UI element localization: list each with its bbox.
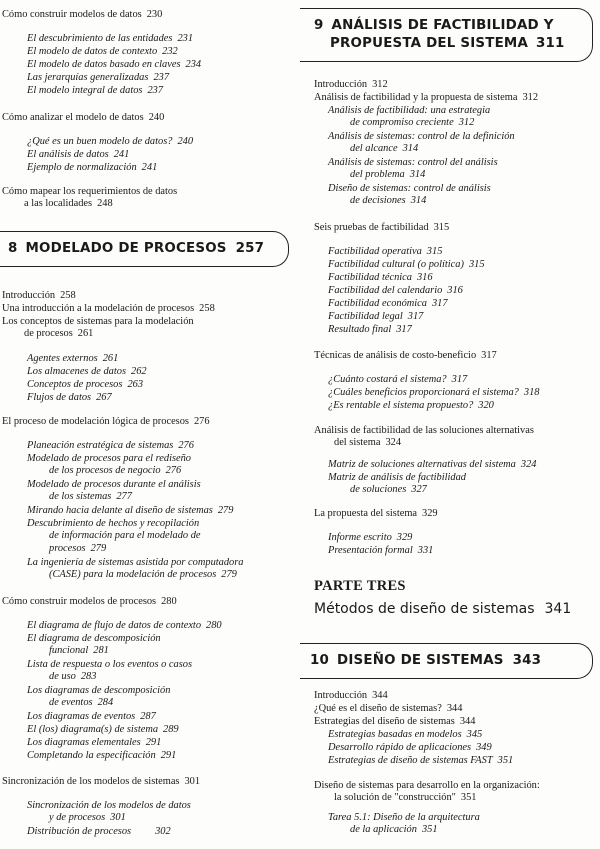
part-label: PARTE TRES	[314, 578, 406, 594]
chapter-9-heading: 9 ANÁLISIS DE FACTIBILIDAD Y PROPUESTA DEL SISTEMA 311	[300, 8, 593, 62]
toc-subsection: Informe escrito 329	[328, 532, 413, 543]
toc-subsection: Resultado final 317	[328, 324, 412, 335]
toc-subsection: ¿Cuáles beneficios proporcionará el sistema? 318	[328, 387, 540, 398]
toc-section-heading: Técnicas de análisis de costo-beneficio 317	[314, 350, 497, 361]
toc-subsection: Planeación estratégica de sistemas 276	[27, 440, 194, 451]
toc-subsection: Lista de respuesta o los eventos o casos de uso 283	[27, 659, 192, 683]
toc-subsection: Estrategias de diseño de sistemas FAST 351	[328, 755, 514, 766]
toc-subsection: Modelado de procesos para el rediseño de los procesos de negocio 276	[27, 453, 192, 477]
toc-subsection: El diagrama de flujo de datos de contexto 280	[27, 620, 222, 631]
toc-subsection: Factibilidad técnica 316	[328, 272, 433, 283]
toc-subsection: El modelo integral de datos 237	[27, 85, 164, 96]
toc-subsection: Los diagramas de eventos 287	[27, 711, 156, 722]
toc-subsection: Flujos de datos 267	[27, 392, 112, 403]
toc-subsection: Diseño de sistemas: control de análisis de decisiones 314	[328, 183, 491, 207]
toc-subsection: Descubrimiento de hechos y recopilación de información para el modelado de procesos 279	[27, 518, 201, 554]
toc-section-heading: Cómo analizar el modelo de datos 240	[2, 112, 165, 123]
toc-subsection: Análisis de sistemas: control de la definición del alcance 314	[328, 131, 515, 155]
toc-subsection: Análisis de factibilidad: una estrategia de compromiso creciente 312	[328, 105, 491, 129]
toc-subsection: El modelo de datos basado en claves 234	[27, 59, 202, 70]
toc-subsection: Análisis de sistemas: control del análisis del problema 314	[328, 157, 498, 181]
toc-subsection: La ingeniería de sistemas asistida por computadora (CASE) para la modelación de procesos 279	[27, 557, 244, 581]
toc-section-heading: Introducción 344	[314, 690, 388, 701]
toc-section-heading: Sincronización de los modelos de sistemas 301	[2, 776, 201, 787]
toc-subsection: El (los) diagrama(s) de sistema 289	[27, 724, 179, 735]
toc-subsection: Tarea 5.1: Diseño de la arquitectura de la aplicación 351	[328, 812, 480, 836]
toc-subsection: Matriz de análisis de factibilidad de soluciones 327	[328, 472, 466, 496]
toc-section-heading: Estrategias del diseño de sistemas 344	[314, 716, 476, 727]
toc-subsection: ¿Es rentable el sistema propuesto? 320	[328, 400, 494, 411]
chapter-10-heading: 10 DISEÑO DE SISTEMAS 343	[300, 643, 593, 679]
toc-subsection: Factibilidad del calendario 316	[328, 285, 463, 296]
toc-subsection: Estrategias basadas en modelos 345	[328, 729, 483, 740]
toc-subsection: Mirando hacia delante al diseño de sistemas 279	[27, 505, 234, 516]
toc-section-heading: ¿Qué es el diseño de sistemas? 344	[314, 703, 463, 714]
chapter-8-heading: 8 MODELADO DE PROCESOS 257	[0, 231, 289, 267]
toc-subsection: Completando la especificación 291	[27, 750, 177, 761]
toc-section-heading: Cómo construir modelos de procesos 280	[2, 596, 177, 607]
toc-section-heading: Introducción 258	[2, 290, 76, 301]
toc-subsection: Factibilidad legal 317	[328, 311, 424, 322]
toc-subsection: Modelado de procesos durante el análisis de los sistemas 277	[27, 479, 201, 503]
toc-section-heading: Cómo mapear los requerimientos de datos a las localidades 248	[2, 186, 178, 210]
toc-section-heading: Análisis de factibilidad de las soluciones alternativas del sistema 324	[314, 425, 534, 449]
toc-subsection: El descubrimiento de las entidades 231	[27, 33, 194, 44]
toc-section-heading: Análisis de factibilidad y la propuesta de sistema 312	[314, 92, 539, 103]
toc-section-heading: El proceso de modelación lógica de procesos 276	[2, 416, 210, 427]
toc-subsection: Factibilidad cultural (o política) 315	[328, 259, 485, 270]
toc-subsection: Presentación formal 331	[328, 545, 434, 556]
toc-section-heading: Introducción 312	[314, 79, 388, 90]
toc-subsection: Conceptos de procesos 263	[27, 379, 144, 390]
toc-subsection: Desarrollo rápido de aplicaciones 349	[328, 742, 492, 753]
toc-subsection: Las jerarquías generalizadas 237	[27, 72, 170, 83]
toc-subsection: Los diagramas elementales 291	[27, 737, 162, 748]
toc-section-heading: Los conceptos de sistemas para la modelación de procesos 261	[2, 316, 194, 340]
toc-subsection: Los almacenes de datos 262	[27, 366, 147, 377]
toc-subsection: Ejemplo de normalización 241	[27, 162, 158, 173]
part-title: Métodos de diseño de sistemas 341	[314, 601, 572, 617]
toc-section-heading: Seis pruebas de factibilidad 315	[314, 222, 450, 233]
toc-subsection: El análisis de datos 241	[27, 149, 130, 160]
toc-subsection: Los diagramas de descomposición de eventos 284	[27, 685, 171, 709]
toc-subsection: Factibilidad económica 317	[328, 298, 448, 309]
toc-subsection: El diagrama de descomposición funcional 281	[27, 633, 161, 657]
toc-subsection: Factibilidad operativa 315	[328, 246, 443, 257]
toc-subsection: ¿Qué es un buen modelo de datos? 240	[27, 136, 194, 147]
toc-subsection: Sincronización de los modelos de datos y de procesos 301	[27, 800, 191, 824]
toc-section-heading: Diseño de sistemas para desarrollo en la organización: la solución de "construcción" 351	[314, 780, 540, 804]
toc-subsection: Agentes externos 261	[27, 353, 119, 364]
toc-section-heading: Una introducción a la modelación de procesos 258	[2, 303, 215, 314]
toc-subsection: El modelo de datos de contexto 232	[27, 46, 178, 57]
toc-section-heading: Cómo construir modelos de datos 230	[2, 9, 163, 20]
toc-subsection: ¿Cuánto costará el sistema? 317	[328, 374, 468, 385]
toc-subsection: Distribución de procesos 302	[27, 826, 171, 837]
toc-section-heading: La propuesta del sistema 329	[314, 508, 438, 519]
toc-subsection: Matriz de soluciones alternativas del sistema 324	[328, 459, 537, 470]
